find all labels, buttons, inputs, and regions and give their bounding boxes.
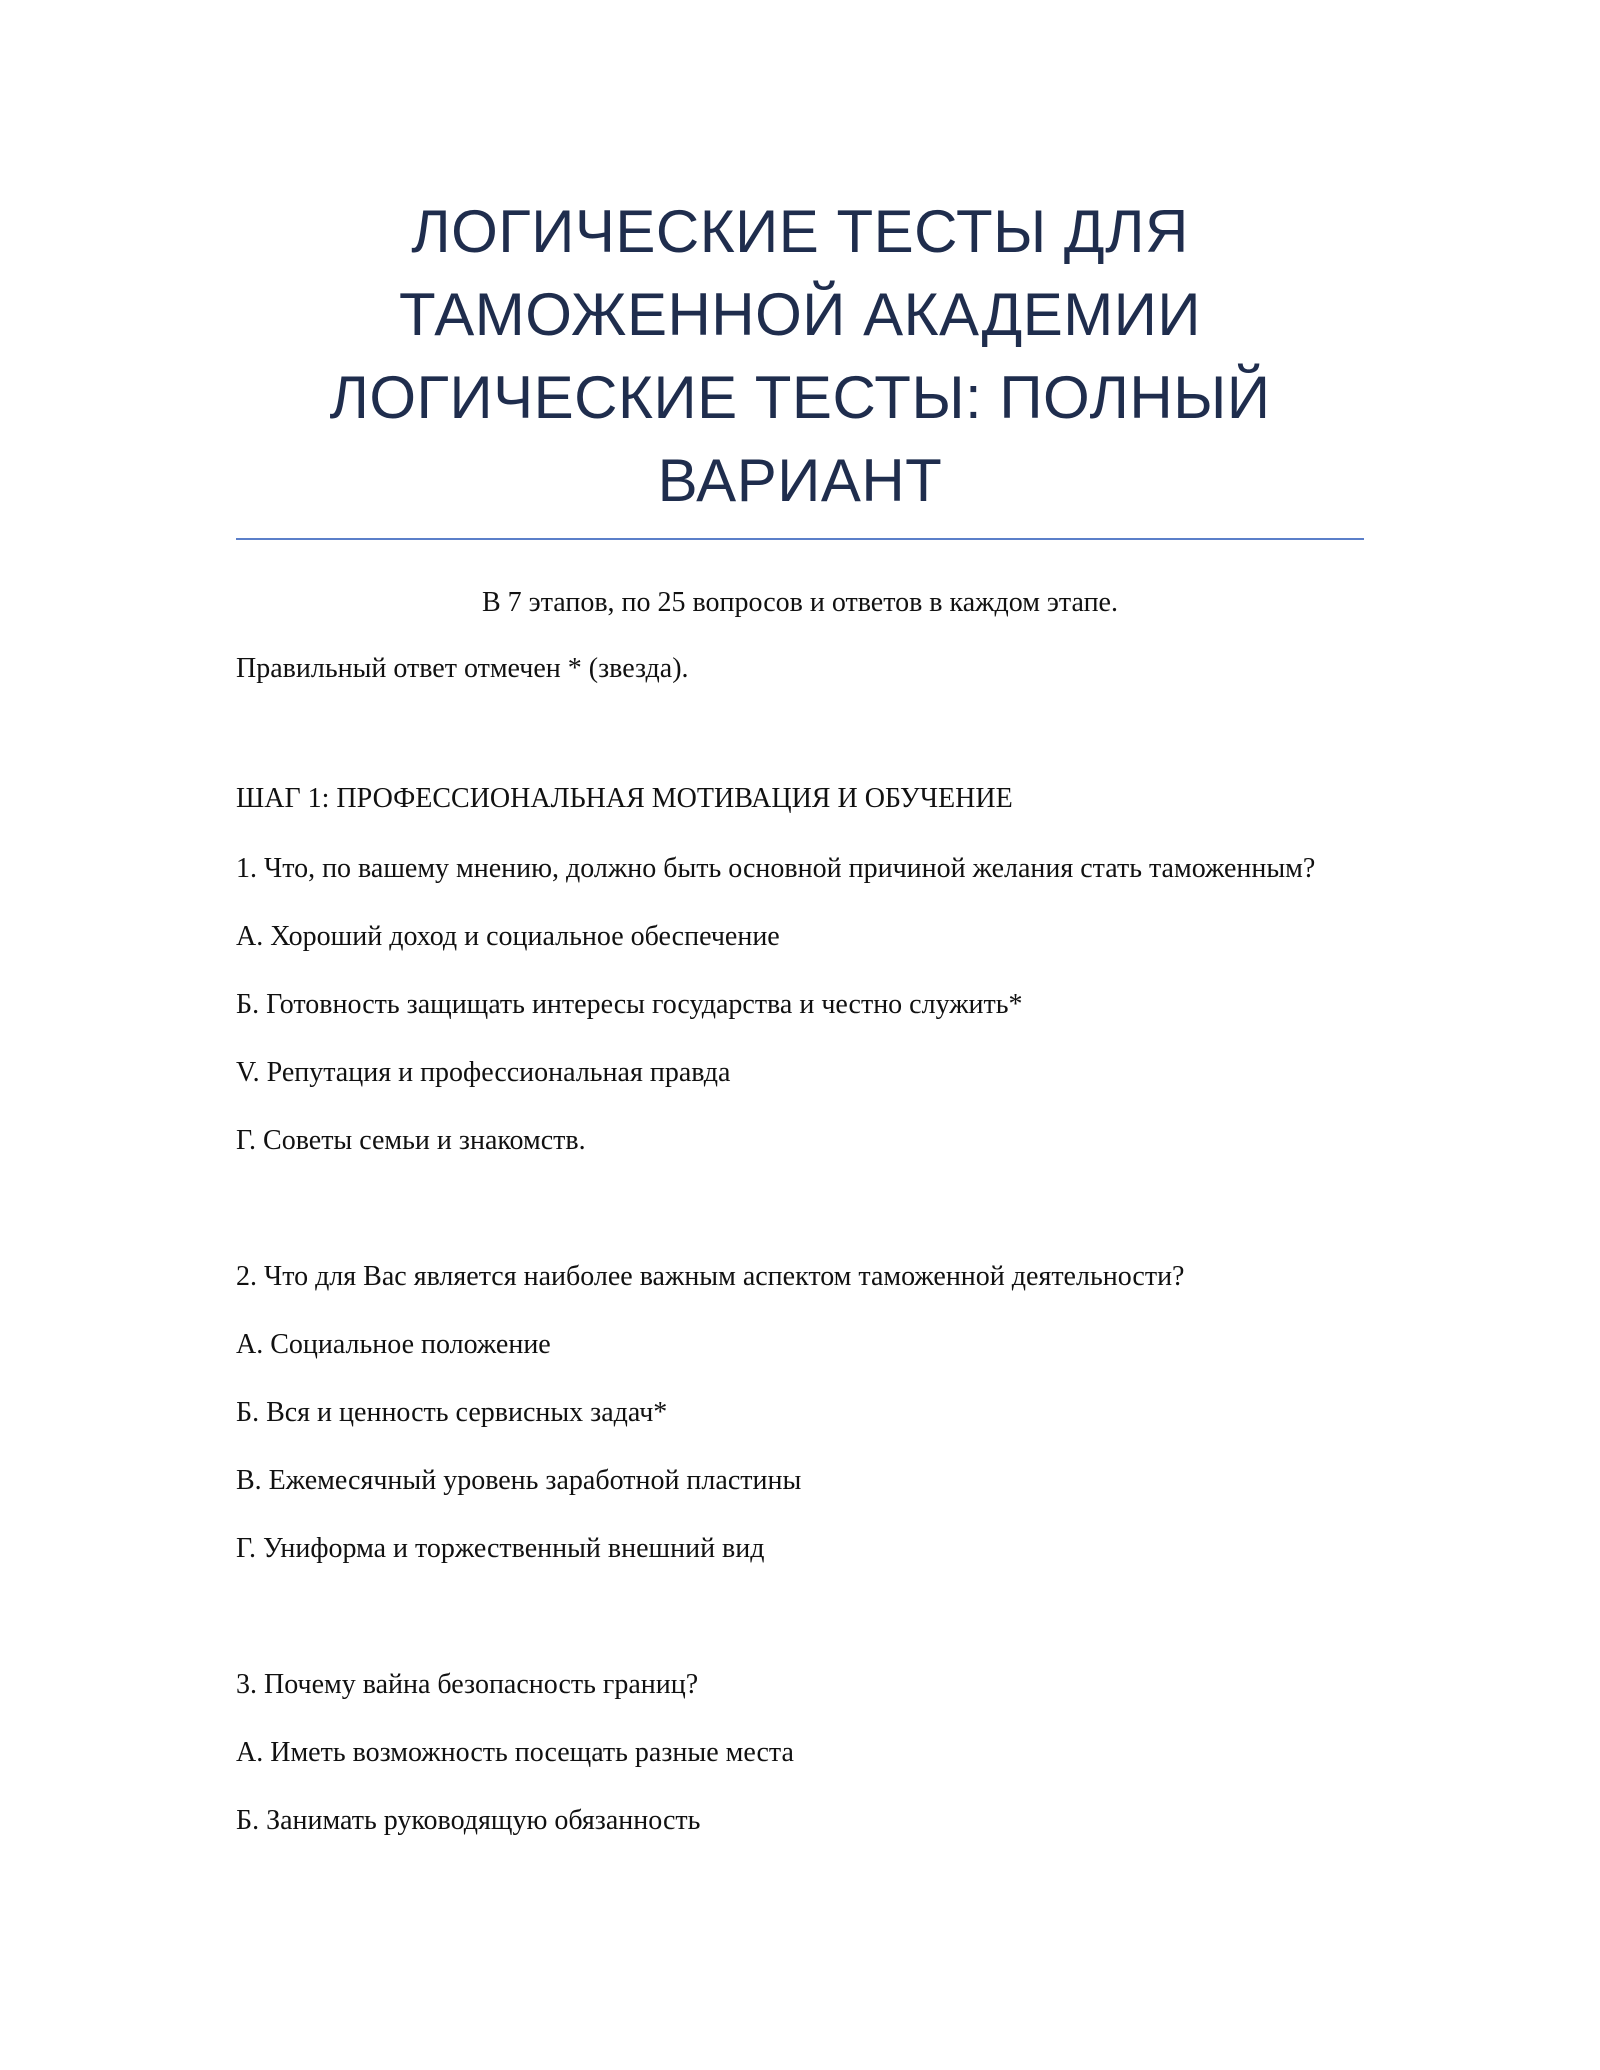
question-text: 3. Почему вайна безопасность границ? bbox=[236, 1669, 699, 1700]
answer-option: Б. Готовность защищать интересы государства и честно служить* bbox=[236, 989, 1023, 1020]
document-content bbox=[236, 190, 1364, 1842]
answer-option: А. Хороший доход и социальное обеспечение bbox=[236, 921, 780, 952]
answer-option: В. Ежемесячный уровень заработной пластины bbox=[236, 1465, 802, 1496]
step-heading: ШАГ 1: ПРОФЕССИОНАЛЬНАЯ МОТИВАЦИЯ И ОБУЧЕНИЕ bbox=[236, 783, 1013, 814]
title-divider bbox=[236, 538, 1364, 540]
question-text: 2. Что для Вас является наиболее важным аспектом таможенной деятельности? bbox=[236, 1261, 1185, 1292]
answer-option: А. Иметь возможность посещать разные места bbox=[236, 1737, 794, 1768]
answer-key-note: Правильный ответ отмечен * (звезда). bbox=[236, 653, 689, 684]
answer-option: Б. Вся и ценность сервисных задач* bbox=[236, 1397, 668, 1428]
answer-option: V. Репутация и профессиональная правда bbox=[236, 1057, 731, 1088]
answer-option: Б. Занимать руководящую обязанность bbox=[236, 1805, 701, 1836]
document-title: ЛОГИЧЕСКИЕ ТЕСТЫ ДЛЯ ТАМОЖЕННОЙ АКАДЕМИИ ЛОГИЧЕСКИЕ ТЕСТЫ: ПОЛНЫЙ ВАРИАНТ bbox=[329, 198, 1271, 514]
answer-option: А. Социальное положение bbox=[236, 1329, 551, 1360]
answer-option: Г. Советы семьи и знакомств. bbox=[236, 1125, 586, 1156]
answer-option: Г. Униформа и торжественный внешний вид bbox=[236, 1533, 765, 1564]
intro-line: В 7 этапов, по 25 вопросов и ответов в каждом этапе. bbox=[482, 587, 1118, 618]
question-text: 1. Что, по вашему мнению, должно быть основной причиной желания стать таможенным? bbox=[236, 853, 1316, 884]
